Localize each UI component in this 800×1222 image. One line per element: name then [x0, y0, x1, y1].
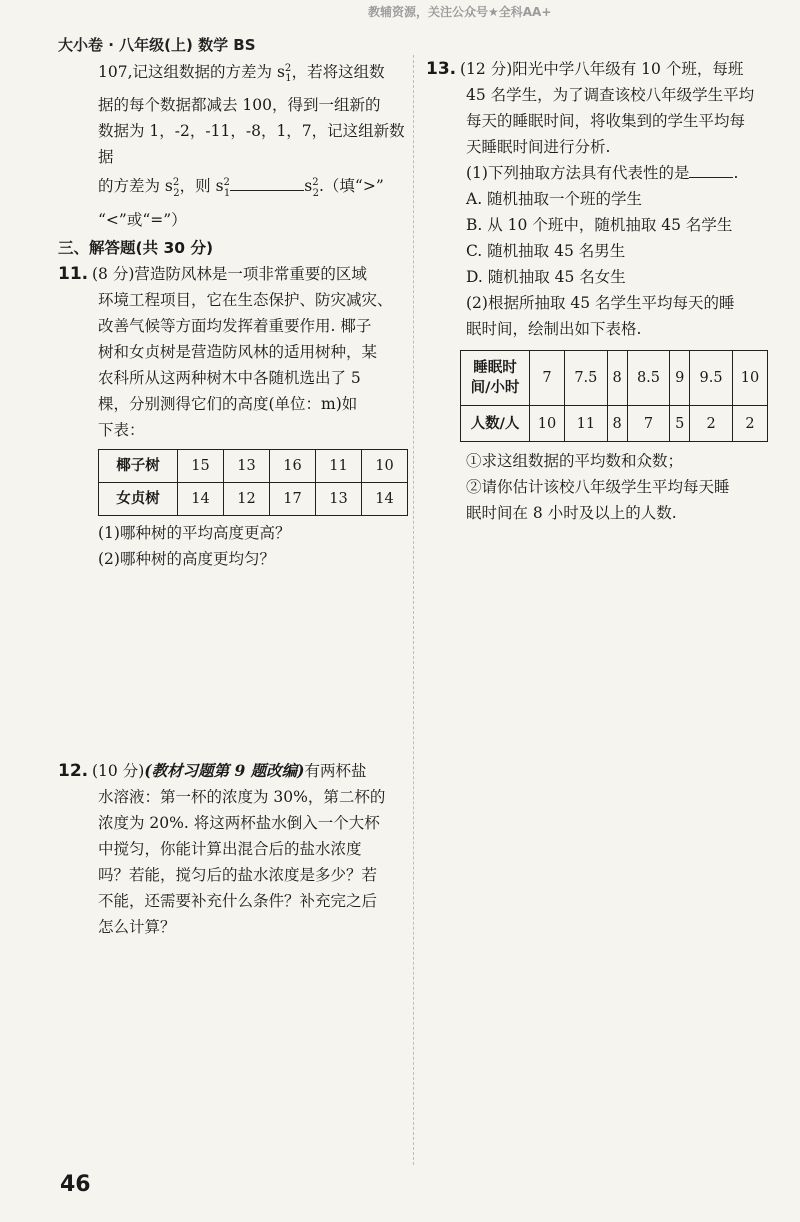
- table-row: 女贞树 14 12 17 13 14: [99, 482, 408, 515]
- option-b: B. 从 10 个班中，随机抽取 45 名学生: [466, 216, 733, 234]
- book-title: 大小卷 · 八年级(上) 数学 BS: [58, 36, 256, 54]
- question-13: 13. (12 分)阳光中学八年级有 10 个班，每班 45 名学生，为了调查该校八年级学生平均 每天的睡眠时间，将收集到的学生平均每 天睡眠时间进行分析. (1)下列抽取方法具有代表性的是 . A. 随机抽取一个班的学生 B. 从 10 个班中，随机抽取 45 名学生 C. 随机抽取 45 名男生 D. 随机抽取 45 名女生 (2)根据所抽取 45 名学生平均每天的睡 眠时间，绘制出如下表格. 睡眠时 间/小时 7 7.5 8 8.5 9 9.5 10 人数/人 10 11 8 7 5 2 2 ①求这组数据的平均数和众数； ②请你估计该校八年级学生平均每天睡 眠时间在 8 小时及以上的人数.: [426, 56, 776, 526]
- left-column: [58, 56, 408, 936]
- section-heading: 三、解答题(共 30 分): [58, 238, 214, 257]
- option-c: C. 随机抽取 45 名男生: [466, 242, 626, 260]
- table-row: 人数/人 10 11 8 7 5 2 2: [461, 406, 768, 442]
- table-row: 椰子树 15 13 16 11 10: [99, 449, 408, 482]
- table-row: 睡眠时 间/小时 7 7.5 8 8.5 9 9.5 10: [461, 351, 768, 406]
- watermark-text: 教辅资源，关注公众号★全科AA+: [368, 5, 552, 19]
- question-number: 13.: [426, 59, 457, 79]
- column-divider: [413, 55, 414, 1165]
- source-note: (教材习题第 9 题改编): [144, 761, 305, 780]
- question-10-continuation: 107,记这组数据的方差为 $s^2_1$，若将这组数 据的每个数据都减去 100，得到一组新的 数据为 1，-2，-11，-8，1，7，记这组新数据 的方差为 $s^2_2$，则 $s^2_1$ $s^2_2$.（填“>” “<”或“=”）: [98, 63, 405, 229]
- right-column: [426, 56, 776, 526]
- answer-blank[interactable]: [230, 176, 304, 191]
- sleep-time-table: [460, 350, 768, 442]
- answer-blank[interactable]: [689, 163, 733, 178]
- question-number: 12.: [58, 761, 89, 781]
- question-11: 11. (8 分)营造防风林是一项非常重要的区域 环境工程项目，它在生态保护、防灾减灾、 改善气候等方面均发挥着重要作用. 椰子 树和女贞树是营造防风林的适用树种，某 农科所从这两种树木中各随机选出了 5 棵，分别测得它们的高度(单位：m)如 下表： 椰子树 15 13 16 11 10 女贞树 14 12 17 13 14 (1)哪种树的平均高度更高？ (2)哪种树的高度更均匀？: [58, 261, 408, 572]
- page-number: 46: [60, 1172, 91, 1197]
- option-a: A. 随机抽取一个班的学生: [466, 190, 643, 208]
- option-d: D. 随机抽取 45 名女生: [466, 268, 626, 286]
- question-number: 11.: [58, 263, 89, 284]
- tree-height-table: [98, 449, 408, 516]
- question-12: 12. (10 分)(教材习题第 9 题改编)有两杯盐 水溶液：第一杯的浓度为 30%，第二杯的 浓度为 20%. 将这两杯盐水倒入一个大杯 中搅匀，你能计算出混合后的盐水浓度 吗？若能，搅匀后的盐水浓度是多少？若 不能，还需要补充什么条件？补充完之后 怎么计算？: [58, 758, 408, 940]
